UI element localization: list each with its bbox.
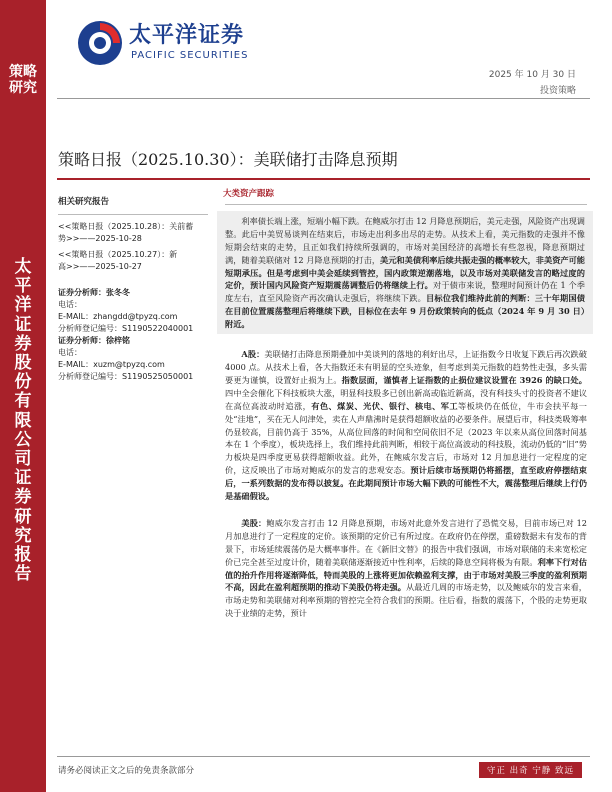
header-divider <box>57 98 590 99</box>
analyst-2-registration: 分析师登记编号：S1190525050001 <box>58 372 194 381</box>
company-logo <box>75 14 265 74</box>
report-date: 2025 年 10 月 30 日 <box>488 70 576 80</box>
a-share-paragraph <box>225 348 587 503</box>
a-share-text-1: 美联储打击降息预期叠加中美谈判的落地的利好出尽，上证指数今日收复下跌后再次跌破 4000 点。从技术上看，各大指数还未有明显的空头迹象，但考虑到美元指数的趋势性走强，多头需要更为谨慎，设置好止损为上。 <box>225 349 587 385</box>
section-title: 大类资产跟踪 <box>223 189 275 199</box>
logo-name-cn: 太平洋证券 <box>129 23 245 48</box>
analyst-1-phone: 电话： <box>58 300 82 309</box>
us-stock-paragraph <box>225 517 587 620</box>
summary-paragraph <box>225 215 585 331</box>
left-column <box>58 196 208 383</box>
a-share-text-2: 四中全会催化下科技板块大涨，明显科技股多已创出新高或临近新高，没有科技头寸的投资者不建议在高位高波动时追涨， <box>225 387 587 411</box>
related-reports-heading: 相关研究报告 <box>58 197 110 207</box>
logo-name-en: PACIFIC SECURITIES <box>131 50 249 61</box>
sidebar-band <box>0 0 46 792</box>
title-divider <box>57 178 590 180</box>
footer-divider <box>57 756 590 757</box>
analyst-2-phone: 电话： <box>58 348 82 357</box>
report-title: 策略日报（2025.10.30）：美联储打击降息预期 <box>58 150 398 169</box>
summary-box <box>217 211 593 334</box>
analyst-2-title: 证券分析师：徐梓铭 <box>58 336 130 345</box>
related-reports-divider <box>58 214 208 215</box>
section-divider <box>225 204 587 205</box>
analyst-2-email[interactable]: E-MAIL：xuzm@tpyzq.com <box>58 360 165 369</box>
main-column <box>225 188 587 620</box>
analyst-1-title: 证券分析师：张冬冬 <box>58 288 130 297</box>
a-share-bold-3: 预计后续市场预期仍将摇摆，直至政府停摆结束后，一系列数据的发布得以披复。在此期间预计市场大幅下跌的可能性不大，震荡整理后继续上行仍是基础假设。 <box>225 465 587 502</box>
a-share-bold-1: 指数层面，谨慎者上证指数的止损位建议设置在 3926 的缺口处。 <box>341 374 587 385</box>
logo-emblem-icon <box>75 18 125 68</box>
related-report-line: <<策略日报（2025.10.27）：新 <box>58 250 178 259</box>
sidebar-bottom-label: 太平洋证券股份有限公司证券研究报告 <box>14 257 32 585</box>
us-stock-lead: 美股： <box>241 517 267 528</box>
a-share-text-3: 等板块仍在低位，牛市会扶平每一处“洼地”，买在无人问津处，卖在人声鼎沸时是获得超额收益的必要条件。展望后市，科技类吸筹率仍显较高，目前仍高于 35%，从高位回落的时间和空间依旧不足（2023 年以来从高位回落时间基本在 1 个季度），板块选择上，我们维持此前判断，相较于高位高波动的科技股，流动仍低的“旧”势力板块是四季度更易获得超额收益。此外，在鲍威尔发言后，市场对 12 月加息进行一定程度的定价，这反映出了市场对鲍威尔的发言的悲观安态。 <box>225 400 587 476</box>
related-report-line: 高>>——2025-10-27 <box>58 262 142 271</box>
related-report-link[interactable] <box>58 221 208 245</box>
related-report-link[interactable] <box>58 249 208 273</box>
us-stock-text-2: 从最近几周的市场走势，以及鲍威尔的发言来看，市场走势和美联储对利率预期的管控完全符合我们的预期。往后看，指数的震荡下，个股的走势更取决于业绩的走势，预计 <box>225 582 587 619</box>
footer-disclaimer: 请务必阅读正文之后的免责条款部分 <box>58 766 195 776</box>
summary-text-1: 利率债长端上涨，短端小幅下跌。在鲍威尔打击 12 月降息预期后，美元走强，风险资产出现调整。此后中美贸易谈判在结束后，市场走出利多出尽的走势。从技术上看，美元指数的走强并不像短期会结束的走势，且正如我们持续所强调的，市场对美国经济的高增长有些忽视，降息预期过满，随着美联储对 12 月降息预期的打击， <box>225 215 585 265</box>
summary-bold-1: 美元和美债利率后续共振走强的概率较大，非美资产可能短期承压。但是考虑到中美会延续到管控，国内政策逆潮落地，以及市场对美联储发言的略过度的定价，预计国内风险资产短期震荡调整后仍将继续上行。 <box>225 254 585 291</box>
related-report-line: <<策略日报（2025.10.28）：关前蓄 <box>58 222 194 231</box>
summary-text-2: 对于债市来说，整理时间预计仍在 1 个季度左右，直至风险资产再次确认走强后，将继续下跌。 <box>225 280 585 304</box>
analyst-1-registration: 分析师登记编号：S1190522040001 <box>58 324 194 333</box>
sidebar-top-label: 策略研究 <box>9 64 37 96</box>
footer-motto: 守正 出奇 宁静 致远 <box>479 762 582 778</box>
report-category: 投资策略 <box>539 86 576 96</box>
analyst-1-email[interactable]: E-MAIL：zhangdd@tpyzq.com <box>58 312 178 321</box>
a-share-bold-2: 有色、煤炭、光伏、银行、核电、军工 <box>311 400 458 411</box>
us-stock-text-1: 鲍威尔发言打击 12 月降息预期，市场对此意外发言进行了恐慌交易，目前市场已对 12 月加息进行了一定程度的定价。该预期的定价已有所过度。在政府仍在停摆，重磅数据未有发布的背景下，市场延续震荡仍是大概率事件。在《新旧文替》的报告中我们强调，市场对联储的未来宽松定价已完全甚至过度计价，随着美联储逐渐接近中性利率，后续的降息空间将极为有限。 <box>225 517 587 567</box>
us-stock-bold-1: 利率下行对估值的抬升作用将逐渐降低，特而美股的上涨将更加依赖盈利支撑，由于市场对美股三季度的盈利预期不高，因此在盈利超预期的推动下美股仍将走强。 <box>225 556 587 593</box>
summary-bold-2: 目标位我们维持此前的判断：三十年期国债在目前位置震荡整理后将继续下跌，目标位在去年 9 月份政策转向的低点（2024 年 9 月 30 日）附近。 <box>225 293 585 330</box>
related-report-line: 势>>——2025-10-28 <box>58 234 142 243</box>
a-share-lead: A股： <box>241 349 265 360</box>
